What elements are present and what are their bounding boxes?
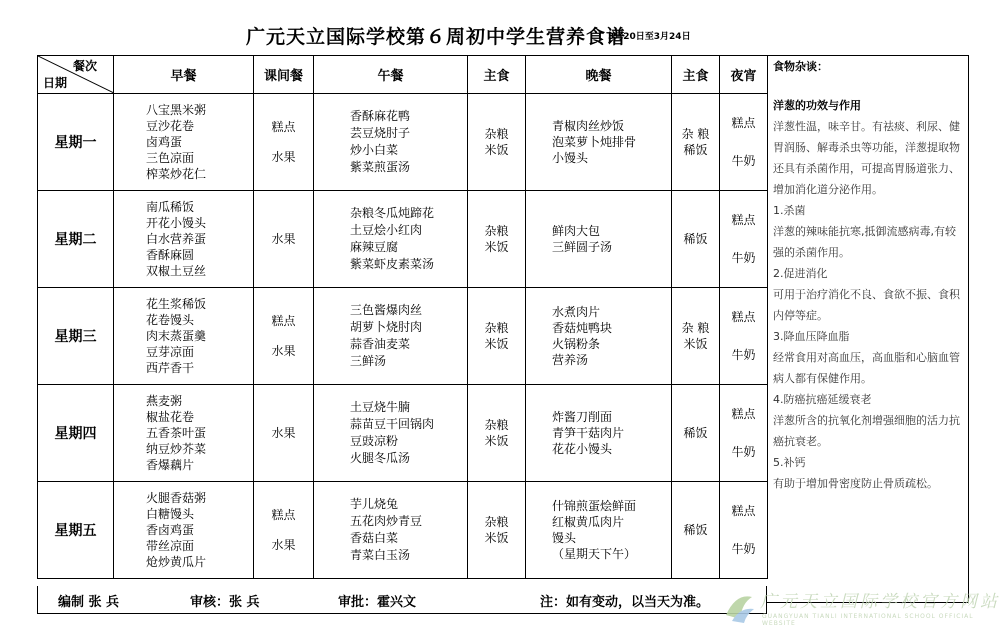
menu-table (37, 55, 768, 579)
menu-item: 白糖馒头 (146, 507, 195, 521)
page-title: 广元天立国际学校第６周初中学生营养食谱 (246, 26, 627, 48)
header-dinner: 晚餐 (526, 56, 672, 94)
menu-item: 椒盐花卷 (146, 410, 195, 424)
dinner-staple-cell (672, 385, 720, 482)
menu-item: 糕点 (731, 310, 756, 324)
menu-item: 杂 粮 (681, 127, 710, 141)
menu-item: 紫菜虾皮素菜汤 (350, 257, 435, 271)
day-label: 星期四 (38, 385, 114, 482)
menu-item: 牛奶 (731, 348, 756, 362)
footer-compiler: 编制 张 兵 (58, 595, 120, 610)
menu-item: 牛奶 (731, 251, 756, 265)
menu-item: 开花小馒头 (146, 216, 207, 230)
watermark-subtext: GUANGYUAN TIANLI INTERNATIONAL SCHOOL OFFICIAL WEBSITE (762, 613, 974, 627)
food-notes-paragraph: 1.杀菌 (773, 204, 806, 217)
header-corner-cell (38, 56, 114, 94)
breakfast-cell (114, 94, 254, 191)
header-lunch-staple: 主食 (468, 56, 526, 94)
day-label: 星期一 (38, 94, 114, 191)
menu-item: 稀饭 (683, 523, 708, 537)
menu-item: 糕点 (731, 116, 756, 130)
menu-item: 炒小白菜 (350, 143, 399, 157)
header-breakfast: 早餐 (114, 56, 254, 94)
snack-cell (254, 94, 314, 191)
header-lunch: 午餐 (314, 56, 468, 94)
menu-item: 稀饭 (683, 232, 708, 246)
menu-item: 三色酱爆肉丝 (350, 303, 423, 317)
lunch-cell (314, 385, 468, 482)
food-notes-paragraph: 洋葱性温，味辛甘。有祛痰、利尿、健胃润肠、解毒杀虫等功能，洋葱提取物还具有杀菌作用，可提高胃肠道张力、增加消化道分泌作用。 (773, 120, 960, 196)
table-row (38, 385, 768, 482)
menu-item: 香卤鸡蛋 (146, 523, 195, 537)
menu-item: 水果 (271, 344, 296, 358)
food-notes-heading: 洋葱的功效与作用 (773, 99, 861, 112)
menu-item: 杂粮 (484, 515, 509, 529)
breakfast-cell (114, 385, 254, 482)
menu-item: 白水营养蛋 (146, 232, 207, 246)
menu-item: 香酥麻圆 (146, 248, 195, 262)
menu-item: 香菇炖鸭块 (552, 321, 613, 335)
lunch-cell (314, 288, 468, 385)
snack-cell (254, 385, 314, 482)
menu-item: 纳豆炒芥菜 (146, 442, 207, 456)
food-notes-paragraph: 3.降血压降血脂 (773, 330, 850, 343)
menu-item: 糕点 (731, 407, 756, 421)
menu-item: 西芹香干 (146, 361, 195, 375)
food-notes-paragraph: 洋葱所含的抗氧化剂增强细胞的活力抗癌抗衰老。 (773, 414, 960, 448)
menu-item: 杂 粮 (681, 321, 710, 335)
menu-item: 双椒土豆丝 (146, 264, 207, 278)
header-dinner-staple: 主食 (672, 56, 720, 94)
food-notes-paragraph: 4.防癌抗癌延缓衰老 (773, 393, 872, 406)
menu-item: 杂粮 (484, 418, 509, 432)
lunch-staple-cell (468, 94, 526, 191)
table-row (38, 288, 768, 385)
menu-body (38, 94, 768, 579)
menu-item: 麻辣豆腐 (350, 240, 399, 254)
food-notes-paragraph: 2.促进消化 (773, 267, 828, 280)
menu-item: 蒜香油麦菜 (350, 337, 411, 351)
dinner-cell (526, 385, 672, 482)
menu-item: 香爆藕片 (146, 458, 195, 472)
menu-item: 杂粮冬瓜炖蹄花 (350, 206, 435, 220)
menu-item: 花花小馒头 (552, 442, 613, 456)
lunch-staple-cell (468, 385, 526, 482)
menu-item: 营养汤 (552, 353, 589, 367)
food-notes-paragraph: 有助于增加骨密度防止骨质疏松。 (773, 477, 938, 490)
food-notes-body (773, 116, 962, 494)
menu-item: 牛奶 (731, 154, 756, 168)
menu-item: 糕点 (271, 508, 296, 522)
menu-item: 带丝凉面 (146, 539, 195, 553)
night-snack-cell (720, 482, 768, 579)
menu-item: 米饭 (484, 240, 509, 254)
menu-item: 牛奶 (731, 542, 756, 556)
school-logo-icon (722, 585, 758, 625)
menu-item: 小馒头 (552, 151, 589, 165)
menu-item: 红椒黄瓜肉片 (552, 515, 625, 529)
menu-item: 水煮肉片 (552, 305, 601, 319)
lunch-staple-cell (468, 191, 526, 288)
menu-item: 水果 (271, 232, 296, 246)
menu-item: 五香茶叶蛋 (146, 426, 207, 440)
date-range: 3月20日至3月24日 (608, 32, 691, 42)
menu-item: 火腿冬瓜汤 (350, 451, 411, 465)
night-snack-cell (720, 94, 768, 191)
night-snack-cell (720, 191, 768, 288)
lunch-cell (314, 94, 468, 191)
menu-item: 紫菜煎蛋汤 (350, 160, 411, 174)
menu-item: 炸酱刀削面 (552, 410, 613, 424)
menu-item: 三鲜圆子汤 (552, 240, 613, 254)
menu-item: 榨菜炒花仁 (146, 167, 207, 181)
menu-item: 豆芽凉面 (146, 345, 195, 359)
menu-item: 糕点 (731, 504, 756, 518)
menu-item: 土豆烧牛腩 (350, 400, 411, 414)
header-snack: 课间餐 (254, 56, 314, 94)
menu-item: 三鲜汤 (350, 354, 387, 368)
menu-item: 香酥麻花鸭 (350, 109, 411, 123)
menu-item: 炝炒黄瓜片 (146, 555, 207, 569)
menu-item: 米饭 (484, 434, 509, 448)
menu-item: 糕点 (271, 314, 296, 328)
lunch-cell (314, 482, 468, 579)
breakfast-cell (114, 288, 254, 385)
food-notes-paragraph: 可用于治疗消化不良、食欲不振、食积内停等症。 (773, 288, 960, 322)
corner-label-date: 日期 (43, 76, 68, 90)
menu-item: 火腿香菇粥 (146, 491, 207, 505)
watermark-text: 广元天立国际学校官方网站 (760, 592, 1000, 612)
menu-item: 水果 (271, 150, 296, 164)
menu-item: 花生浆稀饭 (146, 297, 207, 311)
lunch-staple-cell (468, 482, 526, 579)
menu-item: 杂粮 (484, 321, 509, 335)
night-snack-cell (720, 288, 768, 385)
menu-item: 什锦煎蛋烩鲜面 (552, 499, 637, 513)
footer-approver: 审批：霍兴文 (338, 595, 417, 610)
menu-item: 卤鸡蛋 (146, 135, 183, 149)
menu-item: 糕点 (731, 213, 756, 227)
menu-item: 杂粮 (484, 224, 509, 238)
menu-item: 牛奶 (731, 445, 756, 459)
day-label: 星期二 (38, 191, 114, 288)
dinner-staple-cell (672, 191, 720, 288)
footer-bar (37, 586, 767, 614)
menu-item: 泡菜萝卜炖排骨 (552, 135, 637, 149)
menu-item: 杂粮 (484, 127, 509, 141)
header-night-snack: 夜宵 (720, 56, 768, 94)
menu-item: 胡萝卜烧肘肉 (350, 320, 423, 334)
menu-item: 米饭 (484, 143, 509, 157)
menu-item: 青椒肉丝炒饭 (552, 119, 625, 133)
menu-item: 土豆烩小红肉 (350, 223, 423, 237)
menu-item: 豆沙花卷 (146, 119, 195, 133)
table-row (38, 482, 768, 579)
menu-item: （星期天下午） (552, 547, 637, 561)
day-label: 星期五 (38, 482, 114, 579)
dinner-staple-cell (672, 288, 720, 385)
menu-item: 燕麦粥 (146, 394, 183, 408)
menu-item: 花卷馒头 (146, 313, 195, 327)
menu-item: 米饭 (484, 531, 509, 545)
dinner-cell (526, 94, 672, 191)
menu-item: 鲜肉大包 (552, 224, 601, 238)
menu-item: 青笋干菇肉片 (552, 426, 625, 440)
dinner-cell (526, 288, 672, 385)
snack-cell (254, 482, 314, 579)
food-notes-paragraph: 经常食用对高血压，高血脂和心脑血管病人都有保健作用。 (773, 351, 960, 385)
menu-item: 芋儿烧兔 (350, 497, 399, 511)
menu-item: 糕点 (271, 120, 296, 134)
food-notes-paragraph: 5.补钙 (773, 456, 806, 469)
menu-item: 芸豆烧肘子 (350, 126, 411, 140)
breakfast-cell (114, 191, 254, 288)
menu-item: 米饭 (683, 337, 708, 351)
menu-item: 水果 (271, 426, 296, 440)
menu-item: 蒜苗豆干回锅肉 (350, 417, 435, 431)
menu-item: 馒头 (552, 531, 577, 545)
lunch-cell (314, 191, 468, 288)
table-row (38, 191, 768, 288)
footer-note: 注：如有变动，以当天为准。 (540, 595, 710, 610)
dinner-staple-cell (672, 94, 720, 191)
snack-cell (254, 288, 314, 385)
menu-item: 火锅粉条 (552, 337, 601, 351)
dinner-cell (526, 191, 672, 288)
menu-item: 稀饭 (683, 426, 708, 440)
table-row (38, 94, 768, 191)
menu-item: 豆豉凉粉 (350, 434, 399, 448)
lunch-staple-cell (468, 288, 526, 385)
breakfast-cell (114, 482, 254, 579)
menu-item: 肉末蒸蛋羹 (146, 329, 207, 343)
snack-cell (254, 191, 314, 288)
footer-reviewer: 审核：张 兵 (190, 595, 260, 610)
day-label: 星期三 (38, 288, 114, 385)
menu-item: 南瓜稀饭 (146, 200, 195, 214)
dinner-staple-cell (672, 482, 720, 579)
menu-item: 五花肉炒青豆 (350, 514, 423, 528)
menu-item: 水果 (271, 538, 296, 552)
menu-item: 香菇白菜 (350, 531, 399, 545)
menu-item: 八宝黑米粥 (146, 103, 207, 117)
menu-item: 稀饭 (683, 143, 708, 157)
menu-item: 青菜白玉汤 (350, 548, 411, 562)
corner-label-meal: 餐次 (72, 59, 97, 73)
menu-item: 米饭 (484, 337, 509, 351)
watermark (722, 585, 1000, 631)
night-snack-cell (720, 385, 768, 482)
dinner-cell (526, 482, 672, 579)
food-notes-paragraph: 洋葱的辣味能抗寒,抵御流感病毒,有较强的杀菌作用。 (773, 225, 956, 259)
food-notes-panel (767, 55, 969, 603)
food-notes-title: 食物杂谈： (773, 60, 828, 73)
menu-item: 三色凉面 (146, 151, 195, 165)
